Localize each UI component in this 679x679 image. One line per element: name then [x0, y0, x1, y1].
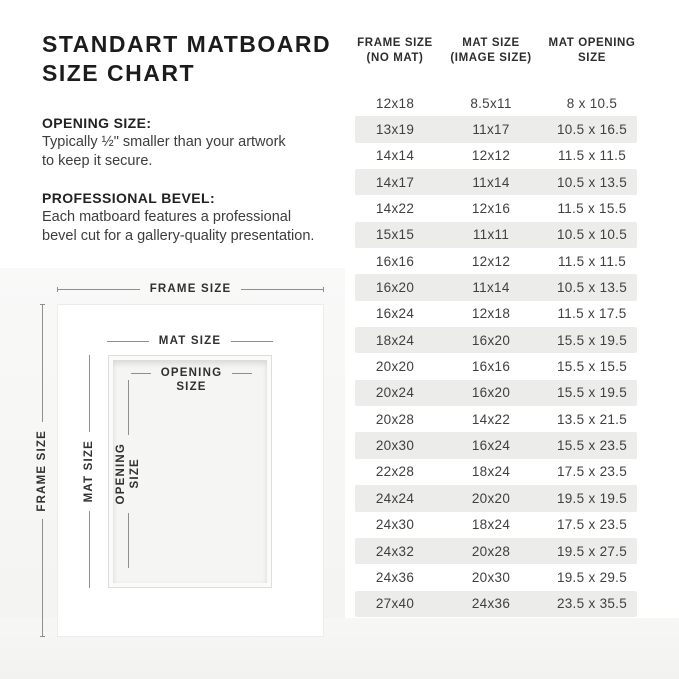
- table-cell: 13x19: [375, 122, 415, 138]
- table-cell: 16x16: [471, 359, 511, 375]
- table-cell: 14x17: [375, 174, 415, 190]
- table-cell: 10.5 x 16.5: [556, 122, 628, 138]
- table-cell: 19.5 x 19.5: [556, 490, 628, 506]
- page-title-line1: STANDART MATBOARD: [42, 31, 332, 57]
- table-cell: 11.5 x 11.5: [557, 148, 627, 164]
- table-cell: 12x12: [471, 148, 511, 164]
- table-cell: 11.5 x 15.5: [557, 201, 627, 217]
- frame-size-top-label: FRAME SIZE: [149, 283, 232, 295]
- opening-size-body-line1: Typically ½" smaller than your artwork: [42, 134, 286, 150]
- frame-size-dimension-left: [34, 304, 50, 637]
- size-table-body: [355, 90, 637, 617]
- mat-size-dimension-top: [107, 335, 273, 347]
- opening-size-top-line1: OPENING: [160, 367, 223, 379]
- table-cell: 14x22: [471, 411, 511, 427]
- table-row: [355, 222, 637, 248]
- dimension-line: [231, 341, 273, 342]
- table-row: [355, 143, 637, 169]
- table-cell: 18x24: [375, 332, 415, 348]
- column-header-line1: FRAME SIZE: [357, 37, 433, 49]
- table-cell: 12x12: [471, 253, 511, 269]
- professional-bevel-body-line2: bevel cut for a gallery-quality presentation.: [42, 228, 315, 244]
- dimension-line: [128, 380, 129, 435]
- opening-size-heading: OPENING SIZE:: [42, 115, 152, 131]
- table-cell: 18x24: [471, 464, 511, 480]
- frame-size-dimension-top: [57, 283, 324, 295]
- table-row: [355, 485, 637, 511]
- opening-size-left-line2: SIZE: [129, 458, 141, 490]
- table-cell: 10.5 x 10.5: [556, 227, 628, 243]
- table-cell: 16x24: [375, 306, 415, 322]
- mat-size-left-label: MAT SIZE: [83, 440, 95, 503]
- table-cell: 15x15: [375, 227, 415, 243]
- table-cell: 20x20: [471, 490, 511, 506]
- table-row: [355, 274, 637, 300]
- table-row: [355, 459, 637, 485]
- table-cell: 15.5 x 19.5: [556, 385, 628, 401]
- column-header-mat-size: [435, 36, 547, 66]
- table-cell: 16x16: [375, 253, 415, 269]
- table-cell: 18x24: [471, 517, 511, 533]
- column-header-frame-size: [355, 36, 435, 66]
- table-cell: 14x14: [375, 148, 415, 164]
- table-cell: 27x40: [375, 596, 415, 612]
- table-cell: 20x20: [375, 359, 415, 375]
- dimension-line: [42, 519, 43, 637]
- table-cell: 15.5 x 23.5: [556, 438, 628, 454]
- table-cell: 16x24: [471, 438, 511, 454]
- table-cell: 12x16: [471, 201, 511, 217]
- intro-column: [42, 30, 347, 264]
- table-cell: 19.5 x 29.5: [556, 569, 628, 585]
- opening-size-dimension-top: [131, 366, 252, 394]
- table-cell: 20x30: [471, 569, 511, 585]
- size-table-header: [355, 36, 637, 66]
- table-cell: 17.5 x 23.5: [556, 464, 628, 480]
- table-cell: 17.5 x 23.5: [556, 517, 628, 533]
- column-header-line1: MAT OPENING: [548, 37, 636, 49]
- column-header-line1: MAT SIZE: [462, 37, 520, 49]
- size-table: [355, 36, 637, 617]
- table-row: [355, 380, 637, 406]
- column-header-line2: (NO MAT): [366, 52, 424, 64]
- opening-size-body-line2: to keep it secure.: [42, 153, 153, 169]
- table-cell: 11x17: [472, 122, 510, 138]
- table-row: [355, 512, 637, 538]
- column-header-line2: SIZE: [578, 52, 606, 64]
- column-header-mat-opening: [547, 36, 637, 66]
- professional-bevel-heading: PROFESSIONAL BEVEL:: [42, 190, 216, 206]
- table-row: [355, 564, 637, 590]
- table-cell: 24x30: [375, 517, 415, 533]
- table-row: [355, 195, 637, 221]
- mat-size-dimension-left: [81, 355, 97, 588]
- table-row: [355, 538, 637, 564]
- table-cell: 13.5 x 21.5: [556, 411, 628, 427]
- table-row: [355, 169, 637, 195]
- table-cell: 12x18: [375, 95, 415, 111]
- table-row: [355, 327, 637, 353]
- dimension-line: [232, 373, 252, 374]
- table-row: [355, 353, 637, 379]
- table-row: [355, 301, 637, 327]
- table-cell: 8 x 10.5: [566, 95, 618, 111]
- dimension-line: [128, 513, 129, 568]
- professional-bevel-body-line1: Each matboard features a professional: [42, 209, 292, 225]
- mat-size-top-label: MAT SIZE: [158, 335, 222, 347]
- opening-size-body: [42, 133, 347, 171]
- table-cell: 20x24: [375, 385, 415, 401]
- dimension-line: [131, 373, 151, 374]
- table-cell: 10.5 x 13.5: [556, 174, 628, 190]
- page-title-line2: SIZE CHART: [42, 60, 195, 86]
- table-cell: 20x28: [375, 411, 415, 427]
- table-row: [355, 248, 637, 274]
- table-cell: 15.5 x 19.5: [556, 332, 628, 348]
- table-cell: 16x20: [375, 280, 415, 296]
- table-cell: 11x14: [472, 280, 510, 296]
- frame-size-left-label: FRAME SIZE: [36, 429, 48, 512]
- opening-size-left-line1: OPENING: [115, 443, 127, 505]
- table-cell: 24x32: [375, 543, 415, 559]
- table-cell: 23.5 x 35.5: [556, 596, 628, 612]
- table-cell: 20x30: [375, 438, 415, 454]
- dimension-line: [107, 341, 149, 342]
- table-cell: 16x20: [471, 385, 511, 401]
- table-cell: 10.5 x 13.5: [556, 280, 628, 296]
- table-cell: 8.5x11: [470, 95, 512, 111]
- table-cell: 24x24: [375, 490, 415, 506]
- table-cell: 24x36: [375, 569, 415, 585]
- table-cell: 16x20: [471, 332, 511, 348]
- table-row: [355, 406, 637, 432]
- table-cell: 15.5 x 15.5: [556, 359, 628, 375]
- opening-size-dimension-left: [113, 380, 143, 568]
- column-header-line2: (IMAGE SIZE): [450, 52, 532, 64]
- table-row: [355, 90, 637, 116]
- professional-bevel-body: [42, 208, 347, 246]
- table-cell: 22x28: [375, 464, 415, 480]
- dimension-line: [89, 355, 90, 432]
- table-cell: 11.5 x 11.5: [557, 253, 627, 269]
- table-cell: 11x11: [472, 227, 510, 243]
- table-row: [355, 116, 637, 142]
- dimension-line: [42, 304, 43, 422]
- dimension-line: [241, 289, 324, 290]
- table-cell: 20x28: [471, 543, 511, 559]
- table-cell: 19.5 x 27.5: [556, 543, 628, 559]
- table-cell: 11.5 x 17.5: [557, 306, 627, 322]
- opening-size-top-label: [161, 366, 222, 394]
- table-cell: 12x18: [471, 306, 511, 322]
- opening-size-top-line2: SIZE: [176, 381, 207, 393]
- opening-size-left-label: [114, 443, 142, 504]
- table-cell: 11x14: [472, 174, 510, 190]
- dimension-line: [89, 511, 90, 588]
- dimension-line: [57, 289, 140, 290]
- table-cell: 24x36: [471, 596, 511, 612]
- table-row: [355, 591, 637, 617]
- table-cell: 14x22: [375, 201, 415, 217]
- page-title: [42, 30, 347, 88]
- table-row: [355, 432, 637, 458]
